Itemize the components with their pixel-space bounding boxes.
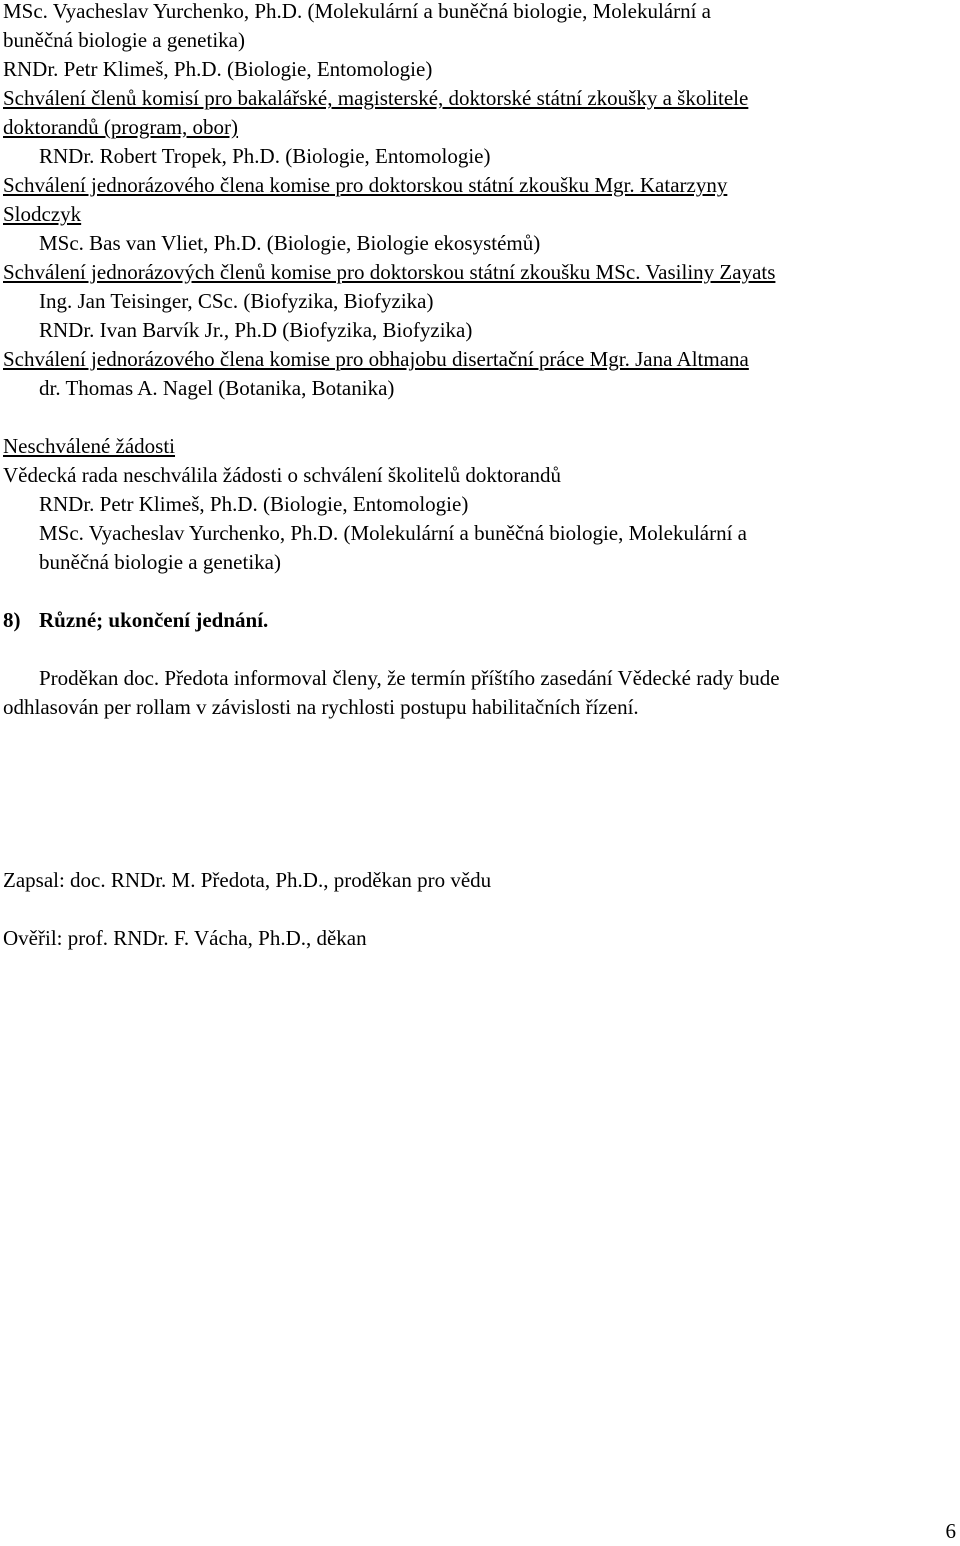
section-8-text-line-1: Proděkan doc. Předota informoval členy, že termín příštího zasedání Vědecké rady bude — [39, 666, 780, 690]
klimes-line: RNDr. Petr Klimeš, Ph.D. (Biologie, Entomologie) — [3, 57, 433, 81]
approval-defense-heading: Schválení jednorázového člena komise pro obhajobu disertační práce Mgr. Jana Altmana — [3, 347, 749, 371]
van-vliet-line: MSc. Bas van Vliet, Ph.D. (Biologie, Biologie ekosystémů) — [39, 231, 541, 255]
recorded-by: Zapsal: doc. RNDr. M. Předota, Ph.D., proděkan pro vědu — [3, 868, 492, 892]
approval-single-doctoral-heading-1: Schválení jednorázového člena komise pro doktorskou státní zkoušku Mgr. Katarzyny — [3, 173, 728, 197]
page-number: 6 — [945, 1519, 956, 1543]
section-8-title: Různé; ukončení jednání. — [39, 608, 269, 632]
nagel-line: dr. Thomas A. Nagel (Botanika, Botanika) — [39, 376, 395, 400]
rejected-yurchenko-line-2: buněčná biologie a genetika) — [39, 550, 281, 574]
rejected-intro: Vědecká rada neschválila žádosti o schválení školitelů doktorandů — [3, 463, 562, 487]
rejected-heading: Neschválené žádosti — [3, 434, 176, 458]
section-8-number: 8) — [3, 608, 21, 632]
rejected-yurchenko-line-1: MSc. Vyacheslav Yurchenko, Ph.D. (Molekulární a buněčná biologie, Molekulární a — [39, 521, 748, 545]
teisinger-line: Ing. Jan Teisinger, CSc. (Biofyzika, Biofyzika) — [39, 289, 434, 313]
yurchenko-line-1: MSc. Vyacheslav Yurchenko, Ph.D. (Molekulární a buněčná biologie, Molekulární a — [3, 0, 712, 23]
approval-members-heading-1: Schválení členů komisí pro bakalářské, magisterské, doktorské státní zkoušky a školitele — [3, 86, 749, 110]
approval-members-heading-2: doktorandů (program, obor) — [3, 115, 239, 139]
yurchenko-line-2: buněčná biologie a genetika) — [3, 28, 245, 52]
approval-multi-doctoral-heading: Schválení jednorázových členů komise pro doktorskou státní zkoušku MSc. Vasiliny Zayats — [3, 260, 776, 284]
tropek-line: RNDr. Robert Tropek, Ph.D. (Biologie, Entomologie) — [39, 144, 491, 168]
rejected-klimes-line: RNDr. Petr Klimeš, Ph.D. (Biologie, Entomologie) — [39, 492, 469, 516]
verified-by: Ověřil: prof. RNDr. F. Vácha, Ph.D., děkan — [3, 926, 367, 950]
approval-single-doctoral-heading-2: Slodczyk — [3, 202, 82, 226]
section-8-text-line-2: odhlasován per rollam v závislosti na rychlosti postupu habilitačních řízení. — [3, 695, 639, 719]
barvik-line: RNDr. Ivan Barvík Jr., Ph.D (Biofyzika, Biofyzika) — [39, 318, 473, 342]
